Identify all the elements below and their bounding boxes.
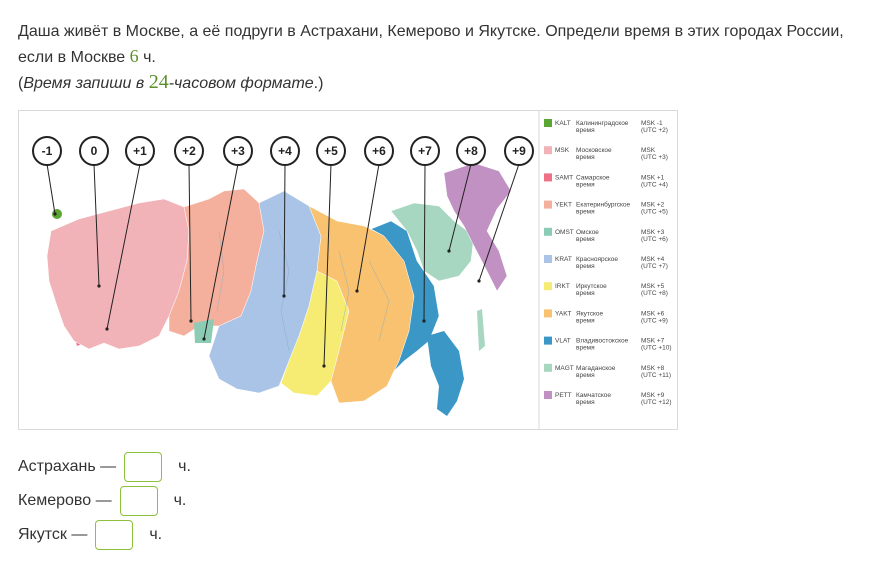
legend-utc-offset: (UTC +11) bbox=[641, 371, 672, 379]
hour-unit: ч. bbox=[178, 458, 191, 475]
legend-utc-offset: (UTC +10) bbox=[641, 344, 672, 352]
offset-label: +8 bbox=[464, 144, 478, 158]
legend-utc-offset: (UTC +5) bbox=[641, 208, 668, 216]
offset-label: +5 bbox=[324, 144, 338, 158]
legend-name: Камчатское bbox=[576, 392, 612, 399]
legend-name: Самарское bbox=[576, 174, 610, 182]
legend-swatch bbox=[544, 255, 552, 263]
legend-utc-offset: (UTC +8) bbox=[641, 290, 668, 298]
offset-pointer-dot bbox=[422, 319, 425, 322]
format-hint: (Время запиши в 24-часовом формате.) bbox=[18, 71, 324, 93]
legend-name-suffix: время bbox=[576, 371, 595, 379]
legend-swatch bbox=[544, 337, 552, 345]
legend-name: Красноярское bbox=[576, 256, 619, 263]
legend-msk-offset: MSK -1 bbox=[641, 120, 663, 127]
legend-name-suffix: время bbox=[576, 263, 595, 270]
legend-name: Якутское bbox=[576, 310, 604, 318]
russia-map bbox=[47, 163, 511, 416]
task-statement bbox=[18, 20, 888, 96]
offset-pointer-dot bbox=[189, 319, 192, 322]
offset-label: 0 bbox=[90, 144, 98, 158]
offset-pointer-dot bbox=[477, 279, 480, 282]
hour-format-number: 24 bbox=[148, 71, 169, 93]
legend-msk-offset: MSK +8 bbox=[641, 364, 665, 372]
legend-msk-offset: MSK +7 bbox=[641, 337, 665, 345]
legend-code: MSK bbox=[555, 147, 570, 155]
offset-pointer-dot bbox=[322, 364, 325, 367]
answer-row-yakutsk bbox=[18, 518, 162, 552]
legend-utc-offset: (UTC +7) bbox=[641, 263, 668, 270]
answer-row-astrakhan bbox=[18, 450, 191, 484]
legend-code: KALT bbox=[555, 120, 571, 127]
legend-utc-offset: (UTC +3) bbox=[641, 154, 668, 162]
hour-unit: ч. bbox=[173, 492, 187, 509]
task-line-2: если в Москве 6 ч. bbox=[18, 46, 156, 66]
legend-msk-offset: MSK +1 bbox=[641, 174, 665, 182]
offset-label: +1 bbox=[133, 144, 147, 158]
legend-swatch bbox=[544, 364, 552, 372]
kemerovo-time-input[interactable] bbox=[120, 486, 158, 516]
legend-name-suffix: время bbox=[576, 127, 595, 134]
zone-vlat-south bbox=[427, 331, 464, 416]
city-label-kemerovo: Кемерово — bbox=[18, 492, 112, 509]
yakutsk-time-input[interactable] bbox=[95, 520, 133, 550]
legend-code: KRAT bbox=[555, 256, 572, 263]
sakhalin-island bbox=[477, 309, 485, 351]
legend-msk-offset: MSK +3 bbox=[641, 228, 665, 236]
offset-pointer-dot bbox=[447, 249, 450, 252]
legend-msk-offset: MSK +4 bbox=[641, 256, 665, 263]
legend-name: Московское bbox=[576, 147, 612, 155]
offset-pointer-line bbox=[47, 164, 55, 214]
legend-name: Омское bbox=[576, 228, 599, 236]
hour-unit: ч. bbox=[149, 526, 163, 543]
offset-pointer-dot bbox=[282, 294, 285, 297]
offset-pointer-dot bbox=[202, 337, 205, 340]
answer-row-kemerovo bbox=[18, 484, 186, 518]
legend-code: YEKT bbox=[555, 201, 572, 209]
offset-pointer-dot bbox=[53, 212, 56, 215]
astrakhan-time-input[interactable] bbox=[124, 452, 162, 482]
offset-label: -1 bbox=[41, 144, 53, 158]
moscow-hour: 6 bbox=[129, 46, 139, 66]
legend-swatch bbox=[544, 119, 552, 127]
legend-code: VLAT bbox=[555, 337, 571, 345]
legend-name-suffix: время bbox=[576, 235, 595, 243]
offset-pointer-dot bbox=[355, 289, 358, 292]
legend-swatch bbox=[544, 146, 552, 154]
legend-code: PETT bbox=[555, 392, 572, 399]
legend-name: Иркутское bbox=[576, 283, 607, 291]
legend-msk-offset: MSK +9 bbox=[641, 392, 665, 399]
legend-name: Магаданское bbox=[576, 364, 616, 372]
task-line-1: Даша живёт в Москве, а её подруги в Астрахани, Кемерово и Якутске. Определи время в этих городах России, bbox=[18, 23, 844, 40]
legend-name-suffix: время bbox=[576, 290, 595, 298]
legend-code: OMST bbox=[555, 228, 574, 236]
legend-code: IRKT bbox=[555, 283, 570, 291]
time-zone-map bbox=[18, 110, 678, 430]
legend-name-suffix: время bbox=[576, 208, 595, 216]
legend-name: Екатеринбургское bbox=[576, 201, 631, 209]
legend-swatch bbox=[544, 173, 552, 181]
legend-swatch bbox=[544, 309, 552, 317]
legend-utc-offset: (UTC +9) bbox=[641, 317, 668, 325]
legend-swatch bbox=[544, 228, 552, 236]
legend-msk-offset: MSK +6 bbox=[641, 310, 665, 318]
legend-msk-offset: MSK bbox=[641, 147, 656, 155]
legend-name-suffix: время bbox=[576, 317, 595, 325]
city-label-astrakhan: Астрахань — bbox=[18, 458, 117, 475]
legend-utc-offset: (UTC +12) bbox=[641, 399, 672, 406]
legend-name-suffix: время bbox=[576, 154, 595, 162]
offset-pointer-dot bbox=[105, 327, 108, 330]
legend-code: MAGT bbox=[555, 364, 574, 372]
offset-label: +4 bbox=[278, 144, 292, 158]
legend-name: Владивостокское bbox=[576, 337, 629, 345]
legend-swatch bbox=[544, 391, 552, 399]
offset-label: +9 bbox=[512, 144, 526, 158]
offset-label: +7 bbox=[418, 144, 432, 158]
legend-name-suffix: время bbox=[576, 399, 595, 406]
legend-swatch bbox=[544, 282, 552, 290]
offset-label: +6 bbox=[372, 144, 386, 158]
legend-name-suffix: время bbox=[576, 181, 595, 189]
legend-code: SAMT bbox=[555, 174, 574, 182]
legend-utc-offset: (UTC +6) bbox=[641, 235, 668, 243]
legend-code: YAKT bbox=[555, 310, 572, 318]
legend-msk-offset: MSK +2 bbox=[641, 201, 665, 209]
legend-msk-offset: MSK +5 bbox=[641, 283, 665, 291]
legend-swatch bbox=[544, 201, 552, 209]
time-zone-legend bbox=[544, 119, 672, 406]
legend-name-suffix: время bbox=[576, 344, 595, 352]
legend-utc-offset: (UTC +2) bbox=[641, 127, 668, 134]
offset-label: +2 bbox=[182, 144, 196, 158]
legend-utc-offset: (UTC +4) bbox=[641, 181, 668, 189]
legend-name: Калининградское bbox=[576, 120, 629, 127]
offset-label: +3 bbox=[231, 144, 245, 158]
offset-pointer-dot bbox=[97, 284, 100, 287]
city-label-yakutsk: Якутск — bbox=[18, 526, 88, 543]
